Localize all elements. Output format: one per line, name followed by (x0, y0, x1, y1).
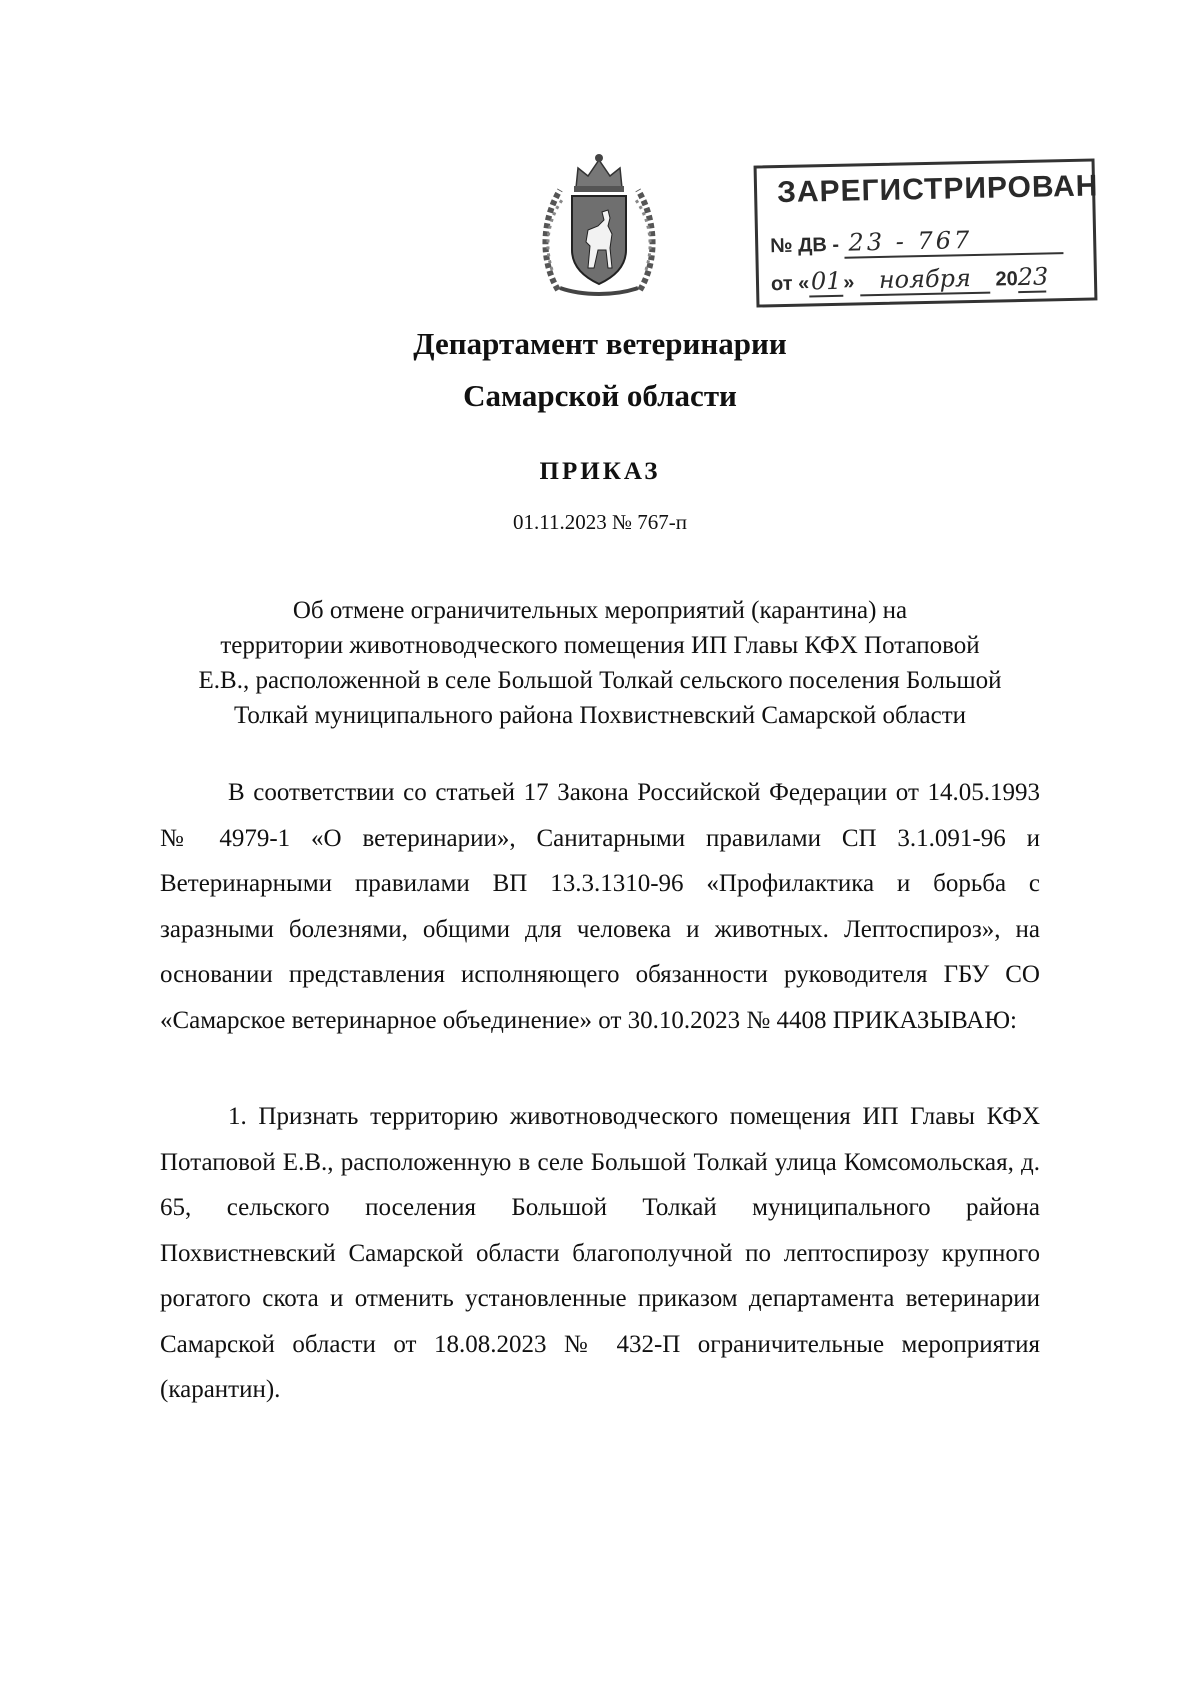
subject-line: Об отмене ограничительных мероприятий (карантина) на (292, 597, 908, 624)
stamp-date-mid: » (842, 271, 855, 294)
document-type-title: ПРИКАЗ (539, 458, 661, 485)
subject-line: Е.В., расположенной в селе Большой Толкай сельского поселения Большой (198, 667, 1002, 694)
stamp-number-prefix: № ДВ - (770, 233, 840, 258)
order-subject (130, 593, 1070, 733)
order-date-number: 01.11.2023 № 767-п (513, 510, 687, 534)
stamp-date-prefix: от « (770, 272, 810, 296)
stamp-date-year-suffix: 23 (1017, 262, 1049, 292)
subject-line: Толкай муниципального района Похвистневский Самарской области (233, 702, 967, 729)
subject-line: территории животноводческого помещения ИП Главы КФХ Потаповой (220, 632, 980, 659)
stamp-title: ЗАРЕГИСТРИРОВАН (776, 169, 1099, 210)
stamp-number-handwritten: 23 - 767 (844, 224, 1064, 259)
preamble-paragraph: В соответствии со статьей 17 Закона Российской Федерации от 14.05.1993 № 4979-1 «О ветеринарии», Санитарными правилами СП 3.1.091-96 и Ветеринарными правилами ВП 13.3.1310-96 «Профилактика и борьба с заразными болезнями, общими для человека и животных. Лептоспироз», на основании представления исполняющего обязанности руководителя ГБУ СО «Самарское ветеринарное объединение» от 30.10.2023 № 4408 ПРИКАЗЫВАЮ: (160, 779, 1040, 1034)
samara-coat-of-arms-emblem (538, 150, 660, 300)
order-item-1-paragraph: 1. Признать территорию животноводческого помещения ИП Главы КФХ Потаповой Е.В., расположенную в селе Большой Толкай улица Комсомольская, д. 65, сельского поселения Большой Толкай муниципального района Похвистневский Самарской области благополучной по лептоспирозу крупного рогатого скота и отменить установленные приказом департамента ветеринарии Самарской области от 18.08.2023 № 432-П ограничительные мероприятия (карантин). (160, 1103, 1040, 1403)
stamp-date-year-prefix: 20 (995, 268, 1018, 291)
organization-name-line1: Департамент ветеринарии (413, 326, 787, 361)
stamp-date-line (770, 262, 1049, 298)
stamp-date-month: ноября (860, 264, 991, 297)
organization-name-line2: Самарской области (463, 378, 737, 413)
registration-stamp (754, 158, 1098, 307)
stamp-number-line (770, 224, 1064, 260)
stamp-date-day: 01 (809, 267, 844, 298)
